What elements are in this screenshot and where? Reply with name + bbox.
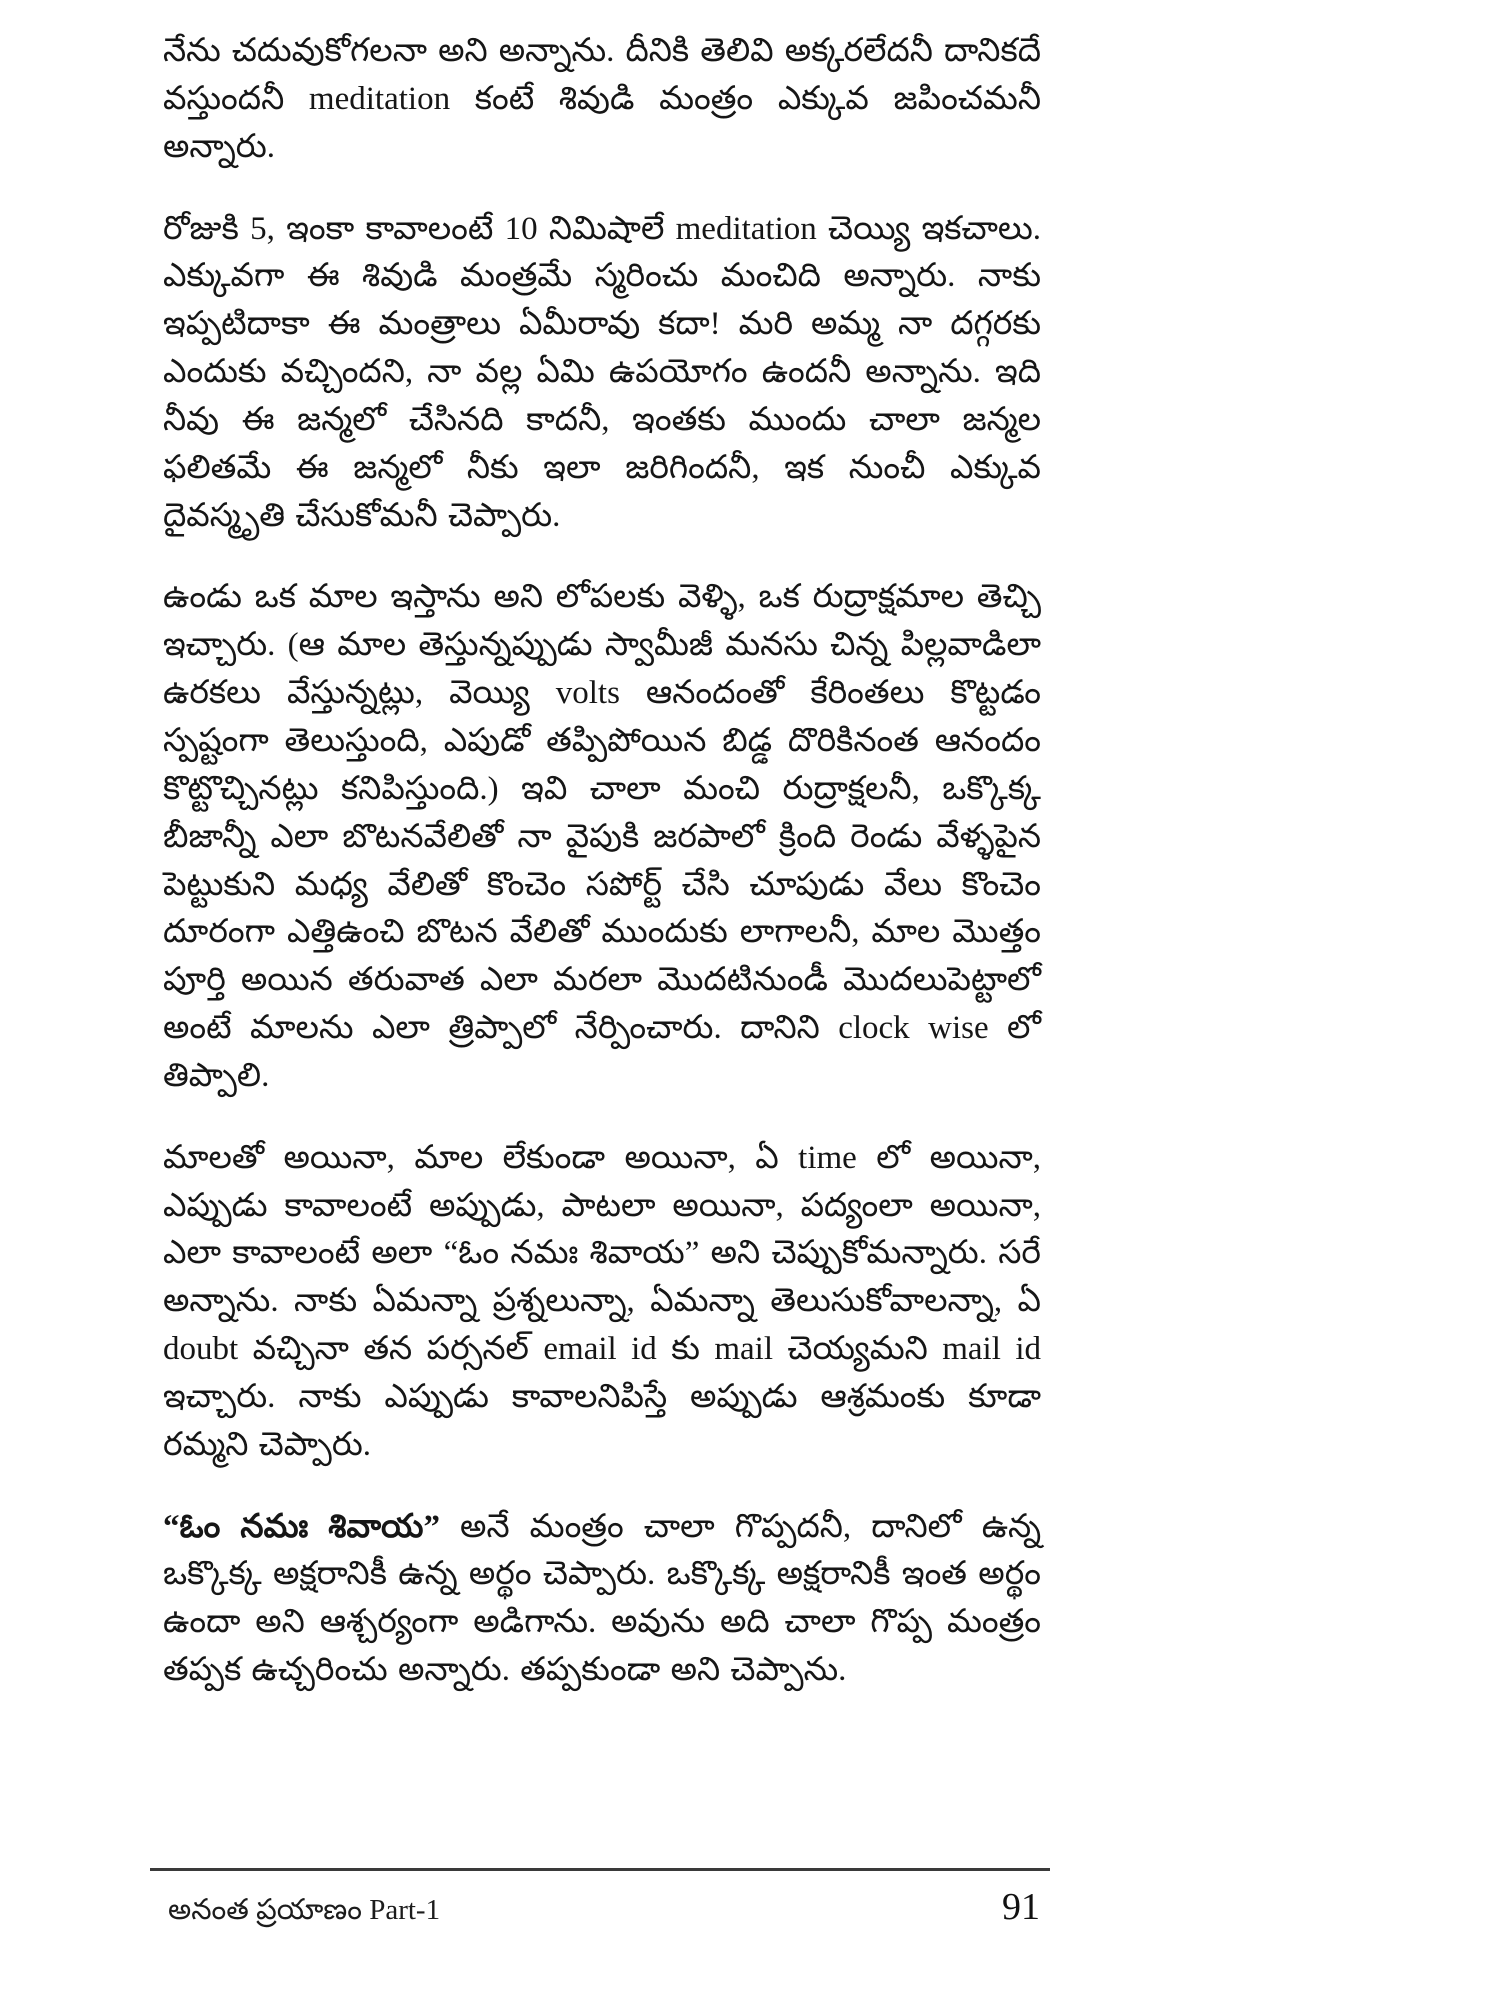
footer-book-title: అనంత ప్రయాణం Part-1 <box>168 1894 441 1926</box>
page-number: 91 <box>1002 1886 1040 1928</box>
page-footer <box>150 1868 1050 1934</box>
paragraph: ఉండు ఒక మాల ఇస్తాను అని లోపలకు వెళ్ళి, ఒక రుద్రాక్షమాల తెచ్చి ఇచ్చారు. (ఆ మాల తెస్తున్నప్పుడు స్వామీజీ మనసు చిన్న పిల్లవాడిలా ఉరకలు వేస్తున్నట్లు, వెయ్యి volts ఆనందంతో కేరింతలు కొట్టడం స్పష్టంగా తెలుస్తుంది, ఎపుడో తప్పిపోయిన బిడ్డ దొరికినంత ఆనందం కొట్టొచ్చినట్లు కనిపిస్తుంది.) ఇవి చాలా మంచి రుద్రాక్షలనీ, ఒక్కొక్క బీజాన్నీ ఎలా బొటనవేలితో నా వైపుకి జరపాలో క్రింది రెండు వేళ్ళపైన పెట్టుకుని మధ్య వేలితో కొంచెం సపోర్ట్ చేసి చూపుడు వేలు కొంచెం దూరంగా ఎత్తిఉంచి బొటన వేలితో ముందుకు లాగాలనీ, మాల మొత్తం పూర్తి అయిన తరువాత ఎలా మరలా మొదటినుండీ మొదలుపెట్టాలో అంటే మాలను ఎలా త్రిప్పాలో నేర్పించారు. దానిని clock wise లో తిప్పాలి. <box>163 579 1041 1094</box>
paragraph <box>163 1504 1041 1695</box>
paragraph: రోజుకి 5, ఇంకా కావాలంటే 10 నిమిషాలే meditation చెయ్యి ఇకచాలు. ఎక్కువగా ఈ శివుడి మంత్రమే స్మరించు మంచిది అన్నారు. నాకు ఇప్పటిదాకా ఈ మంత్రాలు ఏమీరావు కదా! మరి అమ్మ నా దగ్గరకు ఎందుకు వచ్చిందని, నా వల్ల ఏమి ఉపయోగం ఉందనీ అన్నాను. ఇది నీవు ఈ జన్మలో చేసినది కాదనీ, ఇంతకు ముందు చాలా జన్మల ఫలితమే ఈ జన్మలో నీకు ఇలా జరిగిందనీ, ఇక నుంచీ ఎక్కువ దైవస్మృతి చేసుకోమనీ చెప్పారు. <box>163 210 1041 534</box>
paragraph: మాలతో అయినా, మాల లేకుండా అయినా, ఏ time లో అయినా, ఎప్పుడు కావాలంటే అప్పుడు, పాటలా అయినా, పద్యంలా అయినా, ఎలా కావాలంటే అలా “ఓం నమః శివాయ” అని చెప్పుకోమన్నారు. సరే అన్నాను. నాకు ఏమన్నా ప్రశ్నలున్నా, ఏమన్నా తెలుసుకోవాలన్నా, ఏ doubt వచ్చినా తన పర్సనల్ email id కు mail చెయ్యమని mail id ఇచ్చారు. నాకు ఎప్పుడు కావాలనిపిస్తే అప్పుడు ఆశ్రమంకు కూడా రమ్మని చెప్పారు. <box>163 1139 1041 1463</box>
page-body <box>163 28 1041 1729</box>
paragraph-text: అనే మంత్రం చాలా గొప్పదనీ, దానిలో ఉన్న ఒక్కొక్క అక్షరానికీ ఉన్న అర్థం చెప్పారు. ఒక్కొక్క అక్షరానికీ ఇంత అర్థం ఉందా అని ఆశ్చర్యంగా అడిగాను. అవును అది చాలా గొప్ప మంత్రం తప్పక ఉచ్చరించు అన్నారు. తప్పకుండా అని చెప్పాను. <box>163 1508 1041 1689</box>
paragraph: నేను చదువుకోగలనా అని అన్నాను. దీనికి తెలివి అక్కరలేదనీ దానికదే వస్తుందనీ meditation కంటే శివుడి మంత్రం ఎక్కువ జపించమనీ అన్నారు. <box>163 33 1041 165</box>
paragraph-bold-lead: “ఓం నమః శివాయ” <box>163 1508 440 1545</box>
